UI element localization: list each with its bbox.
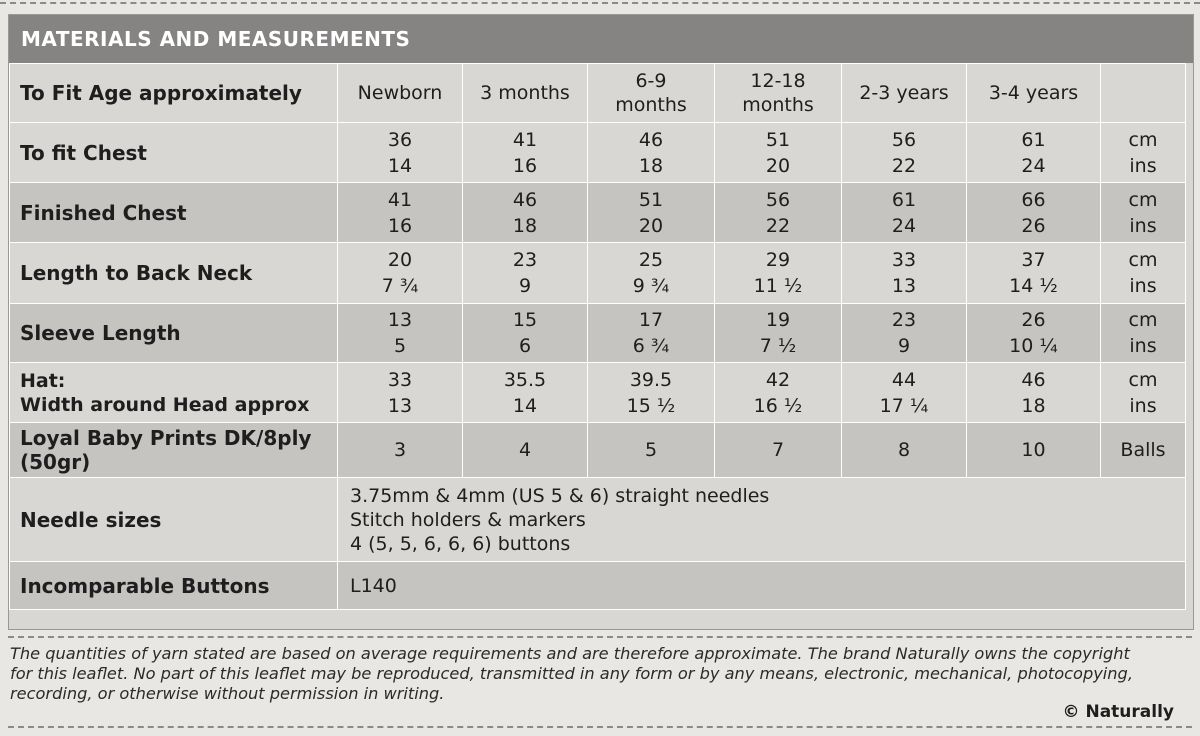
needles-info: 3.75mm & 4mm (US 5 & 6) straight needles Stitch holders & markers 4 (5, 5, 6, 6, 6) buttons [338,478,1186,562]
value-cell: 17 6 ¾ [588,304,715,363]
table-row [10,123,1186,183]
value-cell: 10 [967,423,1101,478]
value-cell: 61 24 [967,123,1101,183]
unit-cell: cm ins [1101,123,1186,183]
table-row [10,183,1186,243]
size-header: Newborn [338,64,463,123]
value-cell: 46 18 [463,183,588,243]
value-cell: 56 22 [715,183,842,243]
value-cell: 33 13 [842,243,967,304]
value-cell: 20 7 ¾ [338,243,463,304]
value-cell: 26 10 ¼ [967,304,1101,363]
value-cell: 19 7 ½ [715,304,842,363]
value-cell: 42 16 ½ [715,363,842,423]
value-cell: 44 17 ¼ [842,363,967,423]
row-label: Sleeve Length [10,304,338,363]
value-cell: 23 9 [842,304,967,363]
row-label: Incomparable Buttons [10,562,338,610]
row-label: Loyal Baby Prints DK/8ply (50gr) [10,423,338,478]
value-cell: 41 16 [463,123,588,183]
row-label: To fit Chest [10,123,338,183]
table-row [10,243,1186,304]
value-cell: 7 [715,423,842,478]
value-cell: 46 18 [967,363,1101,423]
value-cell: 66 26 [967,183,1101,243]
row-label: Hat: Width around Head approx [10,363,338,423]
footnote-top-rule [8,636,1192,638]
buttons-info: L140 [338,562,1186,610]
age-label: To Fit Age approximately [10,64,338,123]
unit-cell: cm ins [1101,183,1186,243]
section-title: MATERIALS AND MEASUREMENTS [9,15,1193,63]
value-cell: 3 [338,423,463,478]
unit-cell: cm ins [1101,304,1186,363]
unit-cell: cm ins [1101,243,1186,304]
value-cell: 51 20 [588,183,715,243]
value-cell: 13 5 [338,304,463,363]
table-row-buttons [10,562,1186,610]
size-header: 2-3 years [842,64,967,123]
value-cell: 29 11 ½ [715,243,842,304]
measurements-table [9,63,1186,610]
value-cell: 37 14 ½ [967,243,1101,304]
value-cell: 15 6 [463,304,588,363]
footnote-bottom-rule [8,726,1192,728]
copyright-footnote: The quantities of yarn stated are based on average requirements and are therefore approximate. The brand Naturally owns the copyright for this leaflet. No part of this leaflet may be reproduced, transmitted in any form or by any means, electronic, mechanical, photocopying, recording, or otherwise without permission in writing. [10,644,1133,703]
table-row-needles [10,478,1186,562]
unit-header [1101,64,1186,123]
value-cell: 51 20 [715,123,842,183]
value-cell: 39.5 15 ½ [588,363,715,423]
size-header: 3 months [463,64,588,123]
value-cell: 4 [463,423,588,478]
row-label: Needle sizes [10,478,338,562]
value-cell: 5 [588,423,715,478]
size-header: 12-18 months [715,64,842,123]
materials-panel [8,14,1194,630]
value-cell: 8 [842,423,967,478]
top-dashed-rule [0,2,1200,4]
value-cell: 36 14 [338,123,463,183]
table-row [10,304,1186,363]
value-cell: 41 16 [338,183,463,243]
value-cell: 46 18 [588,123,715,183]
row-label: Length to Back Neck [10,243,338,304]
value-cell: 35.5 14 [463,363,588,423]
table-row-yarn [10,423,1186,478]
size-header: 3-4 years [967,64,1101,123]
value-cell: 56 22 [842,123,967,183]
table-row-hat [10,363,1186,423]
unit-cell: Balls [1101,423,1186,478]
size-header: 6-9 months [588,64,715,123]
unit-cell: cm ins [1101,363,1186,423]
value-cell: 23 9 [463,243,588,304]
copyright-mark: © Naturally [1062,702,1174,722]
row-label: Finished Chest [10,183,338,243]
value-cell: 61 24 [842,183,967,243]
value-cell: 33 13 [338,363,463,423]
table-header-row [10,64,1186,123]
value-cell: 25 9 ¾ [588,243,715,304]
